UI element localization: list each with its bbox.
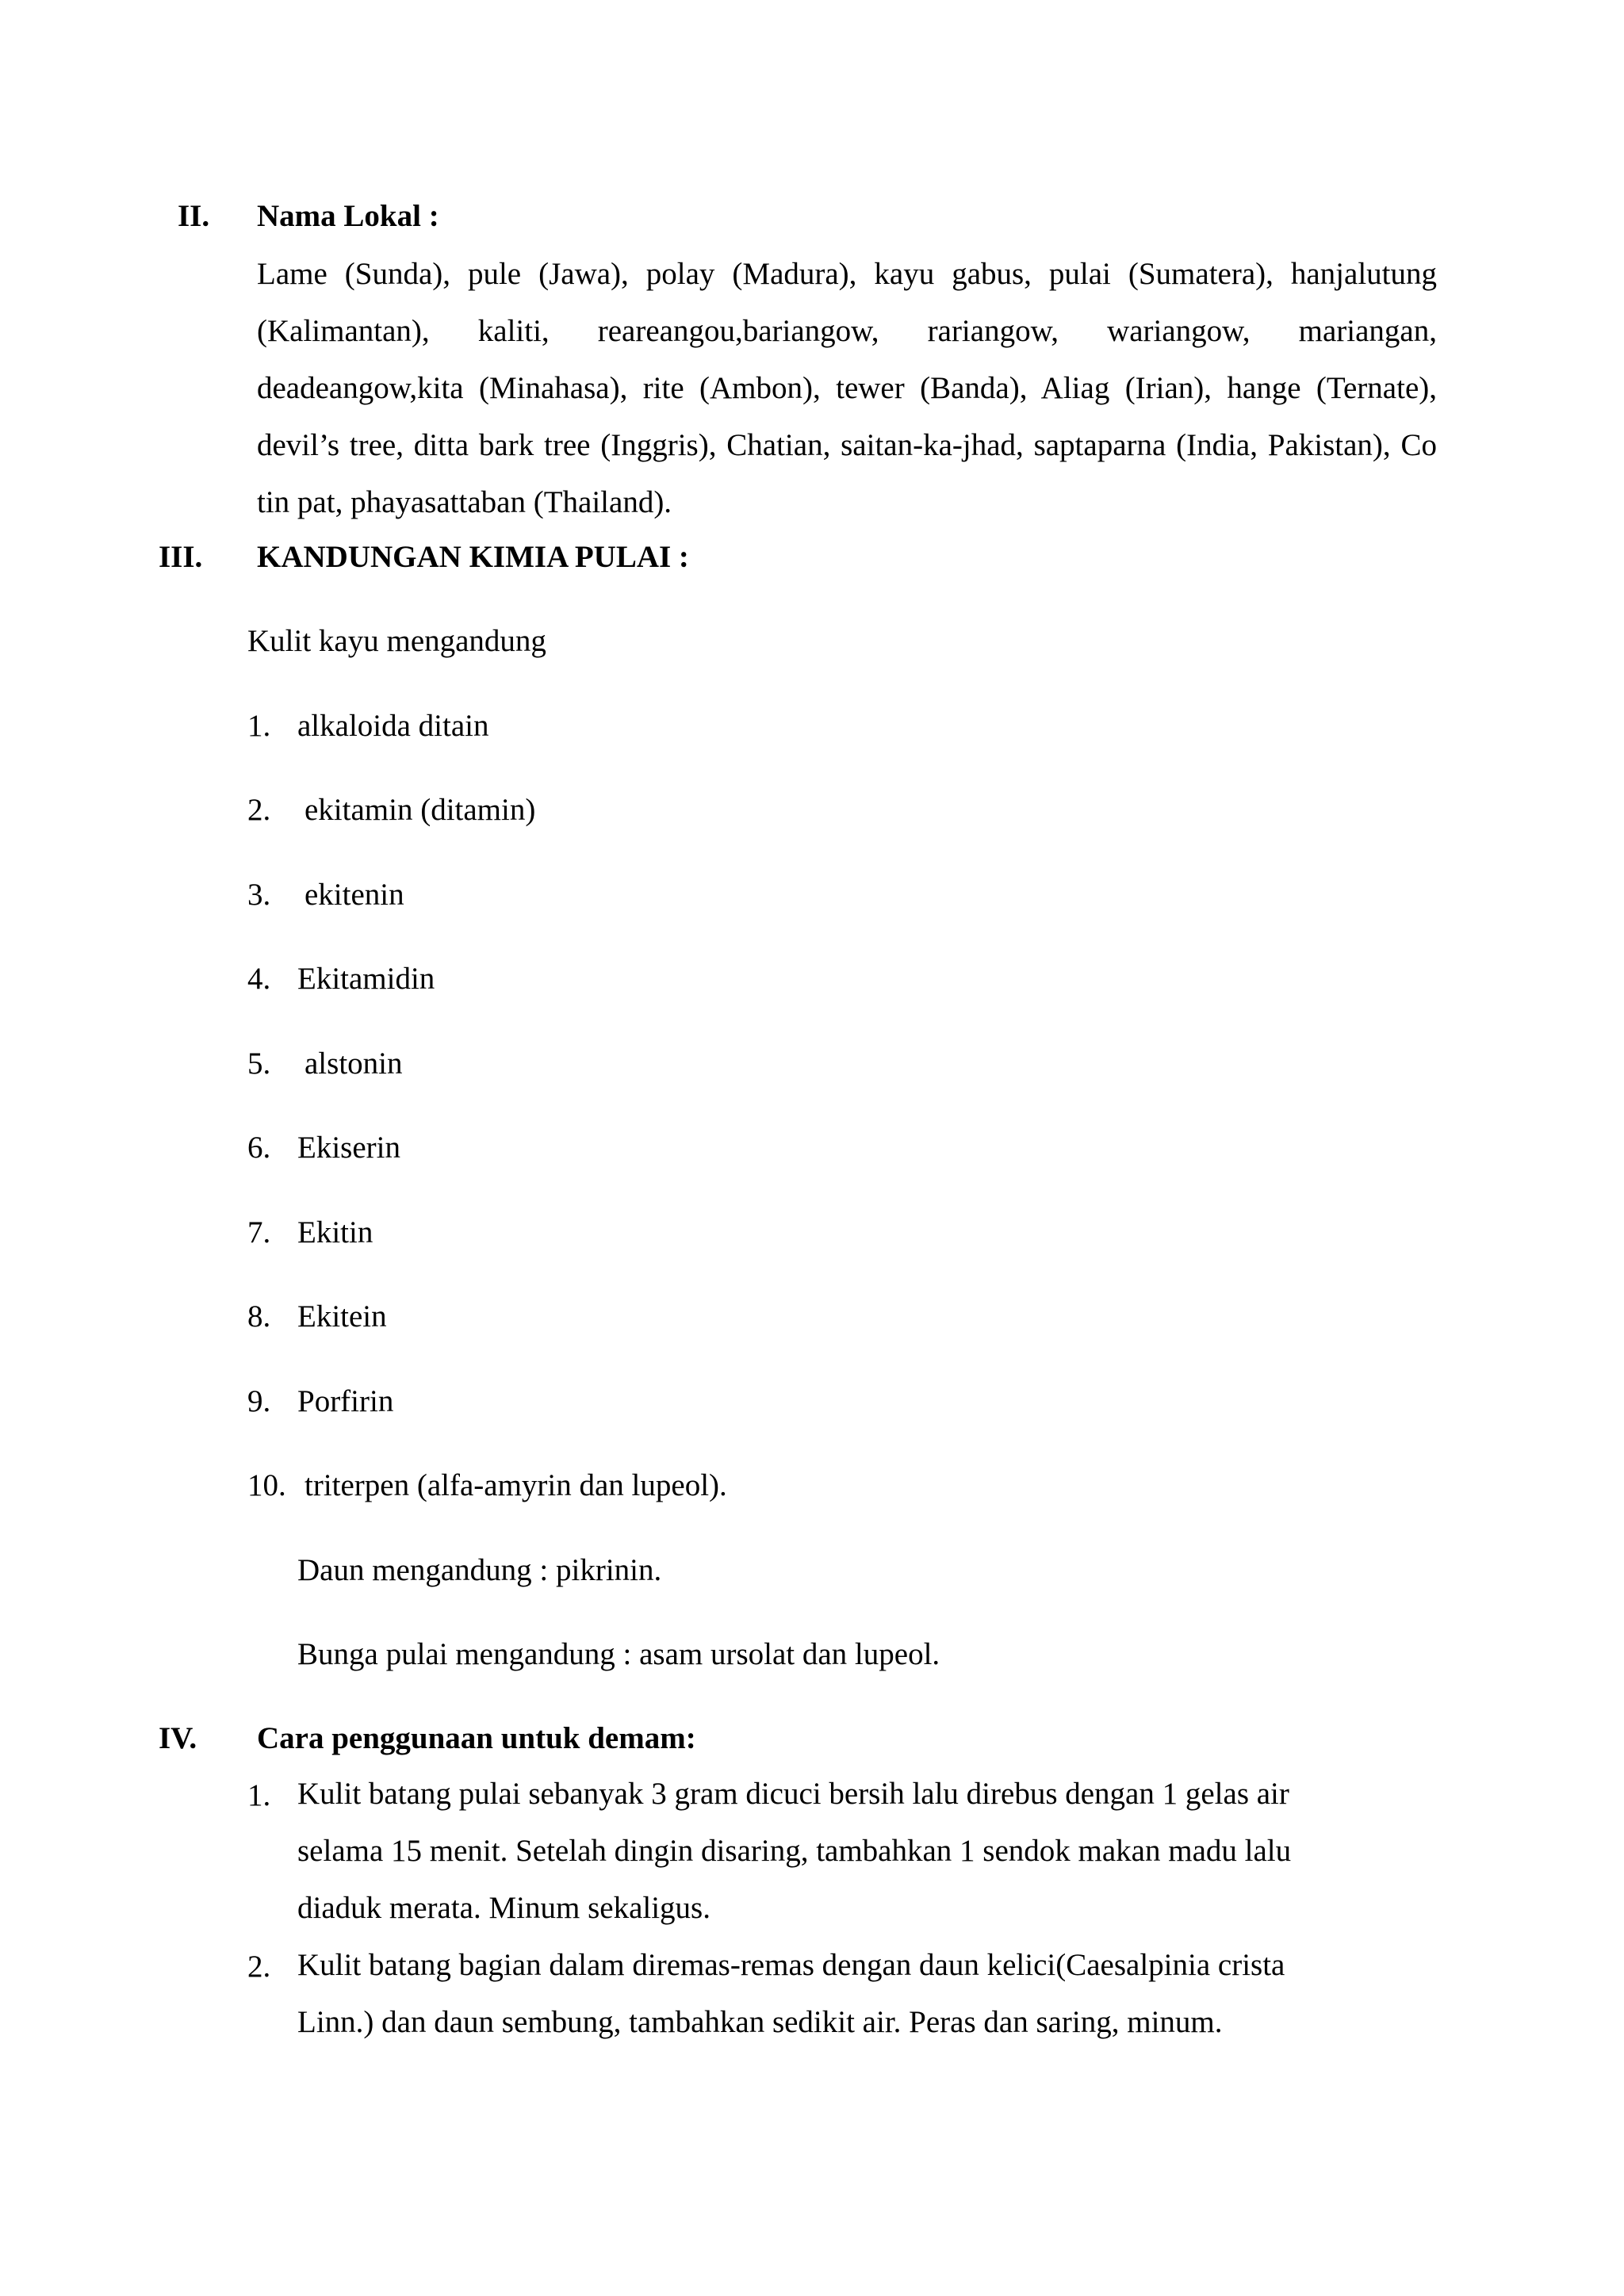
section-iv-numeral: IV. (159, 1721, 197, 1755)
section-iii-numeral: III. (159, 540, 203, 574)
list-item: Kulit batang pulai sebanyak 3 gram dicuci bersih lalu direbus dengan 1 gelas air selama 15 menit. Setelah dingin disaring, tambahkan 1 sendok makan madu lalu diaduk merata. Minum sekaligus. (297, 1777, 1292, 1925)
list-item: alstonin (304, 1047, 403, 1081)
list-item-number: 6. (247, 1131, 271, 1165)
list-item: ekitamin (ditamin) (304, 793, 536, 827)
list-item-number: 2. (247, 1950, 271, 1984)
list-item-number: 1. (247, 709, 271, 743)
list-item: ekitenin (304, 878, 404, 912)
list-item: Porfirin (297, 1384, 394, 1418)
list-item-number: 8. (247, 1299, 271, 1334)
list-item-number: 10. (247, 1468, 286, 1502)
list-item-number: 2. (247, 793, 271, 827)
list-item-number: 4. (247, 962, 271, 996)
list-item: Ekiserin (297, 1131, 400, 1165)
section-iv-title: Cara penggunaan untuk demam: (257, 1721, 696, 1755)
list-item: triterpen (alfa-amyrin dan lupeol). (304, 1468, 727, 1502)
list-item: Kulit batang bagian dalam diremas-remas dengan daun kelici(Caesalpinia crista Linn.) dan daun sembung, tambahkan sedikit air. Peras dan saring, minum. (297, 1948, 1285, 2039)
section-iii-intro: Kulit kayu mengandung (247, 624, 546, 658)
leaf-composition: Daun mengandung : pikrinin. (297, 1553, 662, 1587)
section-iii-title: KANDUNGAN KIMIA PULAI : (257, 540, 689, 574)
list-item-number: 5. (247, 1047, 271, 1081)
list-item: Ekitein (297, 1299, 387, 1334)
list-item-number: 3. (247, 878, 271, 912)
section-ii-title: Nama Lokal : (257, 199, 439, 233)
list-item-number: 7. (247, 1215, 271, 1249)
flower-composition: Bunga pulai mengandung : asam ursolat dan lupeol. (297, 1637, 940, 1671)
list-item: Ekitamidin (297, 962, 435, 996)
section-ii-paragraph: Lame (Sunda), pule (Jawa), polay (Madura), kayu gabus, pulai (Sumatera), hanjalutung (Kalimantan), kaliti, reareangou,bariangow, rariangow, wariangow, mariangan, deadeangow,kita (Minahasa), rite (Ambon), tewer (Banda), Aliag (Irian), hange (Ternate), devil’s tree, ditta bark tree (Inggris), Chatian, saitan-ka-jhad, saptaparna (India, Pakistan), Co tin pat, phayasattaban (Thailand). (257, 257, 1437, 519)
list-item: alkaloida ditain (297, 709, 489, 743)
list-item: Ekitin (297, 1215, 373, 1249)
list-item-number: 1. (247, 1778, 271, 1812)
section-ii-numeral: II. (178, 199, 210, 233)
list-item-number: 9. (247, 1384, 271, 1418)
